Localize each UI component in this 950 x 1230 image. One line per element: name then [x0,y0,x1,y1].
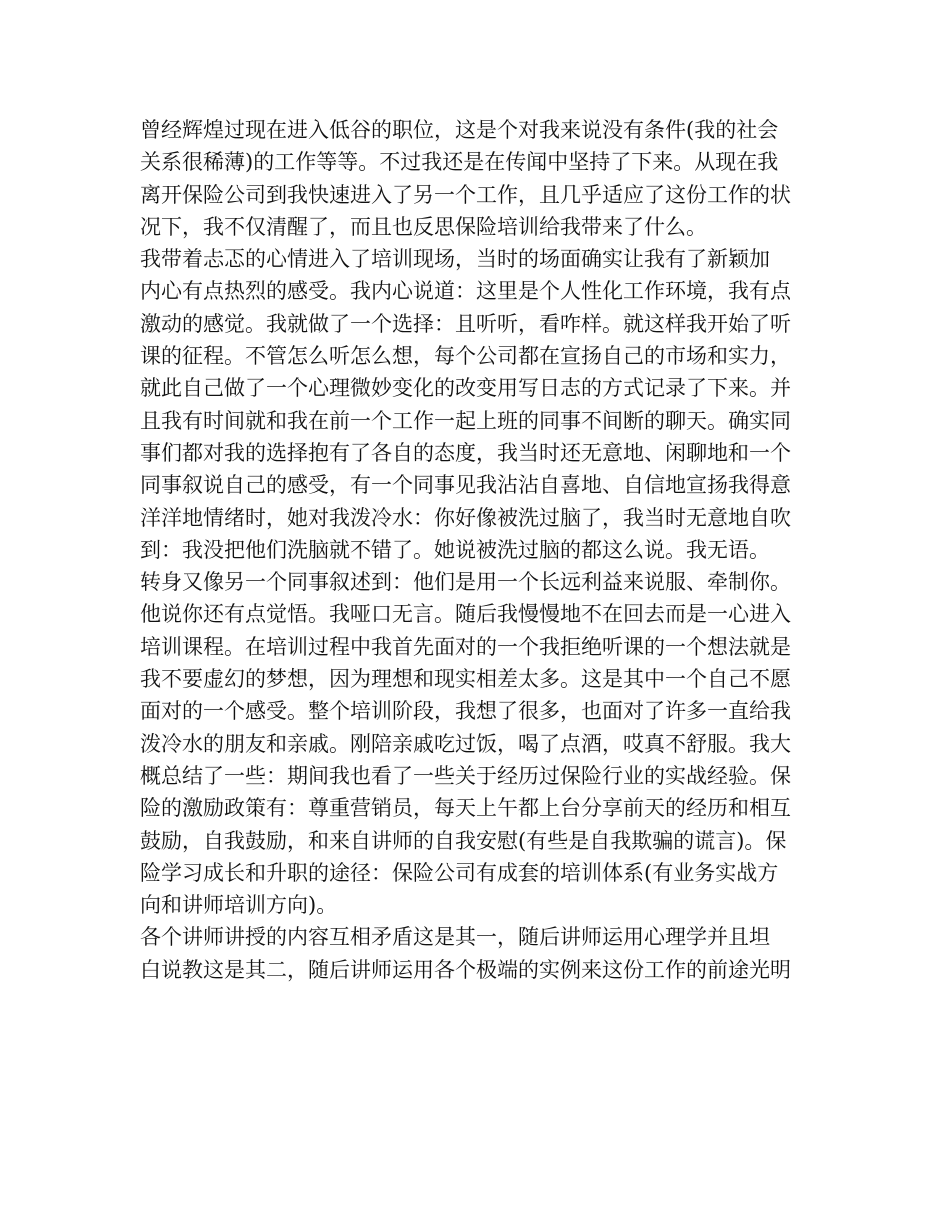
text-line: 险的激励政策有：尊重营销员，每天上午都上台分享前天的经历和相互 [140,796,791,821]
text-line: 洋洋地情绪时，她对我泼冷水：你好像被洗过脑了，我当时无意地自吹 [140,505,791,530]
text-line: 就此自己做了一个心理微妙变化的改变用写日志的方式记录了下来。并 [140,376,791,401]
text-line: 各个讲师讲授的内容互相矛盾这是其一，随后讲师运用心理学并且坦 [140,925,770,950]
text-line: 向和讲师培训方向)。 [140,893,338,918]
text-line: 事们都对我的选择抱有了各自的态度，我当时还无意地、闲聊地和一个 [140,440,791,465]
text-line: 曾经辉煌过现在进入低谷的职位，这是个对我来说没有条件(我的社会 [140,118,779,142]
text-line: 激动的感觉。我就做了一个选择：且听听，看咋样。就这样我开始了听 [140,311,791,336]
text-line: 离开保险公司到我快速进入了另一个工作，且几乎适应了这份工作的状 [140,182,791,207]
text-line: 白说教这是其二，随后讲师运用各个极端的实例来这份工作的前途光明 [140,957,791,982]
text-line: 鼓励，自我鼓励，和来自讲师的自我安慰(有些是自我欺骗的谎言)。保 [140,828,787,853]
text-line: 关系很稀薄)的工作等等。不过我还是在传闻中坚持了下来。从现在我 [140,150,779,175]
text-line: 况下，我不仅清醒了，而且也反思保险培训给我带来了什么。 [140,214,707,239]
text-line: 且我有时间就和我在前一个工作一起上班的同事不间断的聊天。确实同 [140,408,791,433]
text-line: 险学习成长和升职的途径：保险公司有成套的培训体系(有业务实战方 [140,860,779,885]
text-line: 到：我没把他们洗脑就不错了。她说被洗过脑的都这么说。我无语。 [140,537,770,562]
text-line: 我带着忐忑的心情进入了培训现场，当时的场面确实让我有了新颖加 [140,247,770,272]
text-line: 课的征程。不管怎么听怎么想，每个公司都在宣扬自己的市场和实力， [140,344,791,369]
text-line: 同事叙说自己的感受，有一个同事见我沾沾自喜地、自信地宣扬我得意 [140,473,791,498]
text-line: 我不要虚幻的梦想，因为理想和现实相差太多。这是其中一个自己不愿 [140,667,791,692]
text-line: 泼冷水的朋友和亲戚。刚陪亲戚吃过饭，喝了点酒，哎真不舒服。我大 [140,731,791,756]
text-line: 培训课程。在培训过程中我首先面对的一个我拒绝听课的一个想法就是 [140,634,791,659]
text-line: 他说你还有点觉悟。我哑口无言。随后我慢慢地不在回去而是一心进入 [140,602,791,627]
text-line: 面对的一个感受。整个培训阶段，我想了很多，也面对了许多一直给我 [140,699,791,724]
text-line: 转身又像另一个同事叙述到：他们是用一个长远利益来说服、牵制你。 [140,570,791,595]
text-line: 内心有点热烈的感受。我内心说道：这里是个人性化工作环境，我有点 [140,279,791,304]
document-body [140,114,830,986]
text-line: 概总结了一些：期间我也看了一些关于经历过保险行业的实战经验。保 [140,763,791,788]
